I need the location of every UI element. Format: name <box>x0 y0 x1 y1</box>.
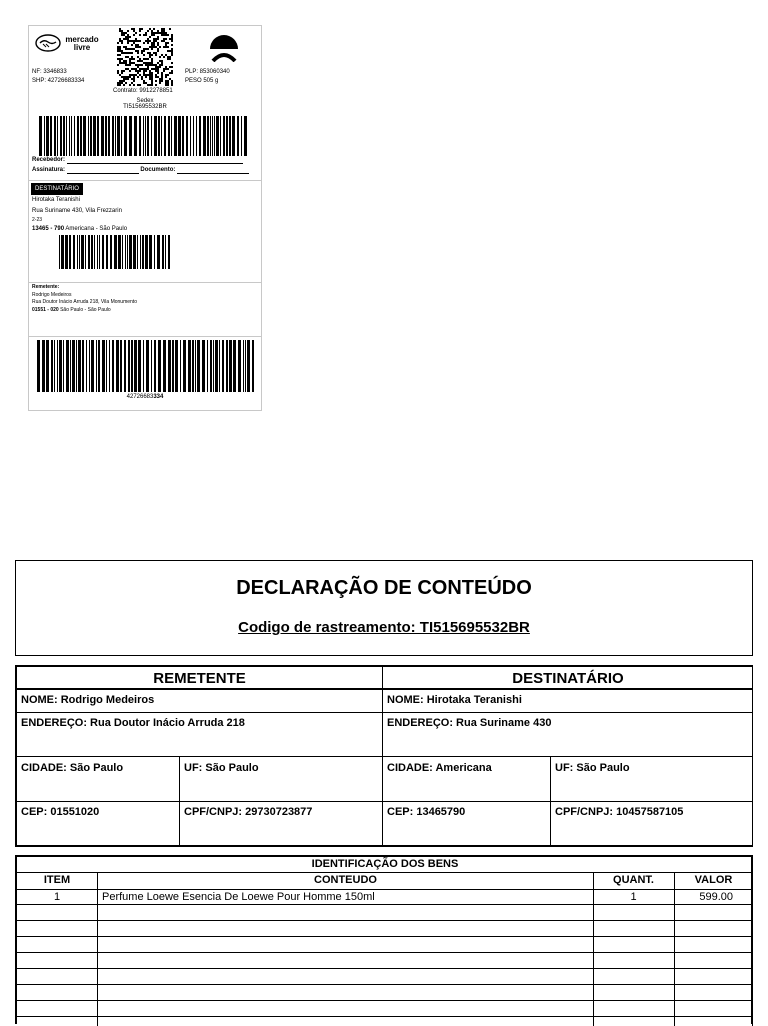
sender-header: REMETENTE <box>153 670 246 687</box>
shipping-label <box>28 25 262 411</box>
sender-label: Remetente: <box>32 284 60 290</box>
sender-name-cell: NOME: Rodrigo Medeiros <box>21 694 155 706</box>
sender-street: Rua Doutor Inácio Arruda 218, Vila Monumento <box>32 299 137 305</box>
recipient-city: Americana - São Paulo <box>65 226 128 232</box>
col-item-header: ITEM <box>43 874 71 886</box>
recipient-address-cell: ENDEREÇO: Rua Suriname 430 <box>387 717 552 729</box>
signature-text: Assinatura: <box>32 167 66 173</box>
col-qty-header: QUANT. <box>613 874 654 886</box>
brand-line-2: livre <box>73 43 91 52</box>
sender-cep-cell: CEP: 01551020 <box>21 806 100 818</box>
row-1-content: Perfume Loewe Esencia De Loewe Pour Homme 150ml <box>102 891 375 903</box>
goods-table <box>15 855 753 1024</box>
col-content-header: CONTEUDO <box>314 874 377 886</box>
recipient-cep: 13465 - 790 <box>32 226 65 232</box>
receiver-text: Recebedor: <box>32 157 66 163</box>
col-value-header: VALOR <box>694 874 733 886</box>
sender-doc-cell: CPF/CNPJ: 29730723877 <box>184 806 313 818</box>
signature-line <box>32 167 249 174</box>
parties-table <box>15 665 753 847</box>
recipient-doc-cell: CPF/CNPJ: 10457587105 <box>555 806 684 818</box>
brand-line-1: mercado <box>65 35 99 44</box>
sender-uf-cell: UF: São Paulo <box>184 762 259 774</box>
cep-barcode <box>59 235 173 269</box>
tracking-barcode <box>39 116 251 156</box>
row-1-value: 599.00 <box>699 891 733 903</box>
shp-number: SHP: 42726683334 <box>32 78 85 84</box>
shipment-number <box>29 394 261 401</box>
sender-city: São Paulo - São Paulo <box>60 307 111 313</box>
recipient-cep-city <box>32 226 127 233</box>
service-type: Sedex <box>136 98 154 104</box>
recipient-name: Hirotaka Teranishi <box>32 197 80 203</box>
nf-number: NF: 3346833 <box>32 69 67 75</box>
sender-cep: 01551 - 020 <box>32 307 59 313</box>
sender-city-cell: CIDADE: São Paulo <box>21 762 124 774</box>
tracking-code: TI515695532BR <box>123 104 167 110</box>
shipment-number-prefix: 42726683 <box>126 394 154 400</box>
row-1-qty: 1 <box>630 891 637 903</box>
plp-number: PLP: 853060340 <box>185 69 230 75</box>
row-1-item: 1 <box>53 891 61 903</box>
declaration-header <box>15 560 753 656</box>
package-weight: PESO 505 g <box>185 78 219 84</box>
recipient-complement: 2-23 <box>32 217 43 223</box>
sender-cep-city <box>32 307 111 313</box>
document-text: Documento: <box>140 167 176 173</box>
receiver-label <box>32 157 243 164</box>
brand-name <box>62 36 102 52</box>
declaration-title: DECLARAÇÃO DE CONTEÚDO <box>236 577 532 599</box>
sender-name: Rodrigo Medeiros <box>32 292 72 298</box>
goods-title: IDENTIFICAÇÃO DOS BENS <box>311 858 459 870</box>
recipient-uf-cell: UF: São Paulo <box>555 762 630 774</box>
contract-number: Contrato: 9912278851 <box>113 88 173 94</box>
shipment-barcode <box>37 340 255 392</box>
recipient-cep-cell: CEP: 13465790 <box>387 806 466 818</box>
datamatrix-code <box>117 28 173 86</box>
recipient-name-cell: NOME: Hirotaka Teranishi <box>387 694 522 706</box>
shipment-number-suffix: 334 <box>153 394 164 400</box>
sender-address-cell: ENDEREÇO: Rua Doutor Inácio Arruda 218 <box>21 717 245 729</box>
carrier-logo-icon <box>207 32 241 62</box>
recipient-street: Rua Suriname 430, Vila Frezzarin <box>32 208 122 214</box>
recipient-header: DESTINATÁRIO <box>512 670 624 687</box>
mercado-livre-logo-icon <box>35 34 61 52</box>
recipient-city-cell: CIDADE: Americana <box>387 762 492 774</box>
declaration-tracking: Codigo de rastreamento: TI515695532BR <box>238 619 530 636</box>
recipient-tag: DESTINATÁRIO <box>31 183 83 195</box>
